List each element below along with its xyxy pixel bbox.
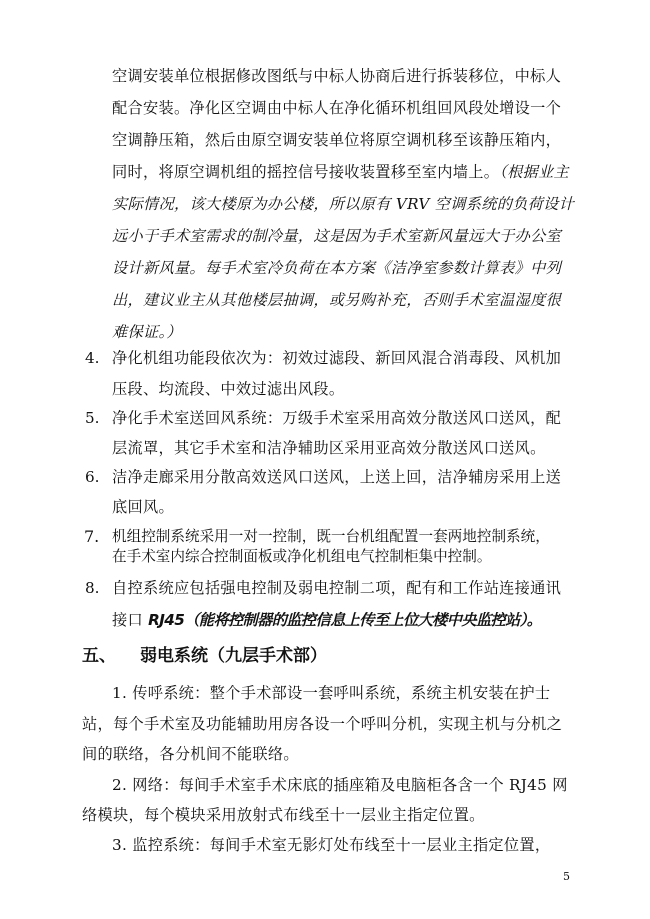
list-item-line: 净化机组功能段依次为：初效过滤段、新回风混合消毒段、风机加	[112, 349, 562, 367]
list-item-line: 净化手术室送回风系统：万级手术室采用高效分散送风口送风，配	[112, 409, 562, 427]
item-number: 8.	[85, 579, 100, 597]
paragraph-line: 站，每个手术室及功能辅助用房各设一个呼叫分机，实现主机与分机之	[82, 715, 563, 733]
list-item-line: 压段、均流段、中效过滤出风段。	[112, 380, 345, 398]
italic-note-line: 出，建议业主从其他楼层抽调，或另购补充，否则手术室温湿度很	[112, 291, 562, 309]
item-number: 7.	[84, 527, 100, 546]
body-text: 接口	[112, 611, 149, 629]
paragraph-line: 2. 网络：每间手术室手术床底的插座箱及电脑柜各含一个 RJ45 网	[112, 776, 568, 794]
list-item-line: 机组控制系统采用一对一控制，既一台机组配置一套两地控制系统，	[112, 528, 550, 545]
paragraph-line: 络模块，每个模块采用放射式布线至十一层业主指定位置。	[82, 806, 485, 824]
list-item-line: 层流罩，其它手术室和洁净辅助区采用亚高效分散送风口送风。	[112, 439, 546, 457]
item-number: 6.	[85, 468, 100, 486]
italic-note-start: （根据业主	[499, 163, 570, 181]
body-line: 空调安装单位根据修改图纸与中标人协商后进行拆装移位，中标人	[112, 67, 562, 85]
section-number: 五、	[82, 646, 116, 666]
item-number: 4.	[85, 349, 100, 367]
italic-note-line: 实际情况，该大楼原为办公楼，所以原有 VRV 空调系统的负荷设计	[112, 195, 575, 213]
list-item-line-mixed	[112, 610, 541, 630]
italic-note-line: 难保证。）	[112, 323, 182, 341]
paragraph-line: 1. 传呼系统：整个手术部设一套呼叫系统，系统主机安装在护士	[112, 684, 551, 702]
body-text: 同时，将原空调机组的摇控信号接收装置移至室内墙上。	[112, 163, 500, 181]
page-number: 5	[563, 870, 570, 883]
section-title: 弱电系统（九层手术部）	[140, 646, 327, 666]
item-number: 5.	[85, 409, 100, 427]
list-item-line: 洁净走廊采用分散高效送风口送风，上送上回，洁净辅房采用上送	[112, 468, 562, 486]
bold-italic-text: RJ45（能将控制器的监控信息上传至上位大楼中央监控站）。	[148, 611, 542, 629]
body-line-mixed	[112, 162, 569, 182]
italic-note-line: 远小于手术室需求的制冷量，这是因为手术室新风量远大于办公室	[112, 227, 562, 245]
list-item-line: 底回风。	[112, 498, 174, 516]
body-line: 空调静压箱，然后由原空调安装单位将原空调机移至该静压箱内，	[112, 131, 562, 149]
list-item-line: 自控系统应包括强电控制及弱电控制二项，配有和工作站连接通讯	[112, 579, 562, 597]
paragraph-line: 3. 监控系统：每间手术室无影灯处布线至十一层业主指定位置，	[112, 836, 551, 854]
body-line: 配合安装。净化区空调由中标人在净化循环机组回风段处增设一个	[112, 99, 562, 117]
paragraph-line: 间的联络，各分机间不能联络。	[82, 745, 299, 763]
italic-note-line: 设计新风量。每手术室冷负荷在本方案《洁净室参数计算表》中列	[112, 259, 562, 277]
list-item-line: 在手术室内综合控制面板或净化机组电气控制柜集中控制。	[112, 548, 492, 565]
